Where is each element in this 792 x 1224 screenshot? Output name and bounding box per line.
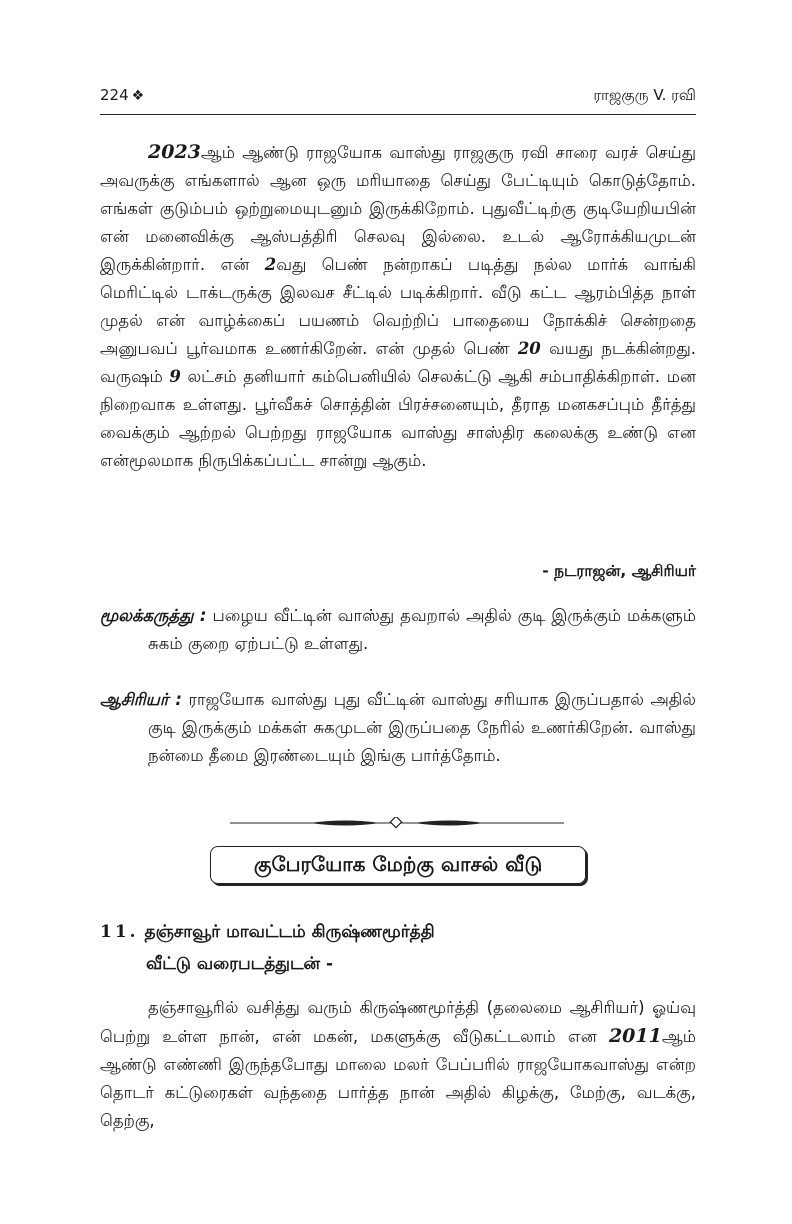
running-head: ராஜகுரு V. ரவி [593, 86, 696, 104]
diamond-ornament-icon: ❖ [131, 88, 145, 104]
testimonial-signature: - நடராஜன், ஆசிரியர் [542, 562, 696, 580]
case-paragraph: தஞ்சாவூரில் வசித்து வரும் கிருஷ்ணமூர்த்தி (தலைமை ஆசிரியர்) ஓய்வு பெற்று உள்ள நான், என் மகன், மகளுக்கு வீடுகட்டலாம் என 2011ஆம் ஆண்டு எண்ணி இருந்தபோது மாலை மலர் பேப்பரில் ராஜயோகவாஸ்து என்ற தொடர் கட்டுரைகள் வந்ததை பார்த்த நான் அதில் கிழக்கு, மேற்கு, வடக்கு, தெற்கு, [100, 998, 696, 1130]
page-header [100, 84, 696, 115]
core-idea-note: மூலக்கருத்து : பழைய வீட்டின் வாஸ்து தவறால் அதில் குடி இருக்கும் மக்களும் சுகம் குறை ஏற்பட்டு உள்ளது. [100, 606, 696, 653]
section-title-box [210, 846, 586, 884]
case-number: 11. [100, 922, 139, 942]
testimonial-paragraph: 2023ஆம் ஆண்டு ராஜயோக வாஸ்து ராஜகுரு ரவி சாரை வரச் செய்து அவருக்கு எங்களால் ஆன ஒரு மரியாதை செய்து பேட்டியும் கொடுத்தோம். எங்கள் குடும்பம் ஒற்றுமையுடனும் இருக்கிறோம். புதுவீட்டிற்கு குடியேறியபின் என் மனைவிக்கு ஆஸ்பத்திரி செலவு இல்லை. உடல் ஆரோக்கியமுடன் இருக்கின்றார். என் 2வது பெண் நன்றாகப் படித்து நல்ல மார்க் வாங்கி மெரிட்டில் டாக்டருக்கு இலவச சீட்டில் படிக்கிறார். வீடு கட்ட ஆரம்பித்த நாள் முதல் என் வாழ்க்கைப் பயணம் வெற்றிப் பாதையை நோக்கிச் சென்றதை அனுபவப் பூர்வமாக உணர்கிறேன். என் முதல் பெண் 20 வயது நடக்கின்றது. வருஷம் 9 லட்சம் தனியார் கம்பெனியில் செலக்ட்டு ஆகி சம்பாதிக்கிறாள். மன நிறைவாக உள்ளது. பூர்வீகச் சொத்தின் பிரச்சனையும், தீராத மனகசப்பும் தீர்த்து வைக்கும் ஆற்றல் பெற்றது ராஜயோக வாஸ்து சாஸ்திர கலைக்கு உண்டு என என்மூலமாக நிருபிக்கப்பட்ட சான்று ஆகும். [100, 141, 697, 470]
page-number: 224 ❖ [100, 86, 145, 104]
author-note-label: ஆசிரியர் : [100, 690, 182, 709]
core-idea-label: மூலக்கருத்து : [100, 606, 207, 625]
section-title: குபேரயோக மேற்கு வாசல் வீடு [253, 851, 543, 876]
author-note: ஆசிரியர் : ராஜயோக வாஸ்து புது வீட்டின் வாஸ்து சரியாக இருப்பதால் அதில் குடி இருக்கும் மக்கள் சுகமுடன் இருப்பதை நேரில் உணர்கிறேன். வாஸ்து நன்மை தீமை இரண்டையும் இங்கு பார்த்தோம். [100, 690, 697, 765]
ornamental-divider [230, 817, 564, 829]
case-heading: 11. தஞ்சாவூர் மாவட்டம் கிருஷ்ணமூர்த்தி வீட்டு வரைபடத்துடன் - [100, 922, 435, 974]
